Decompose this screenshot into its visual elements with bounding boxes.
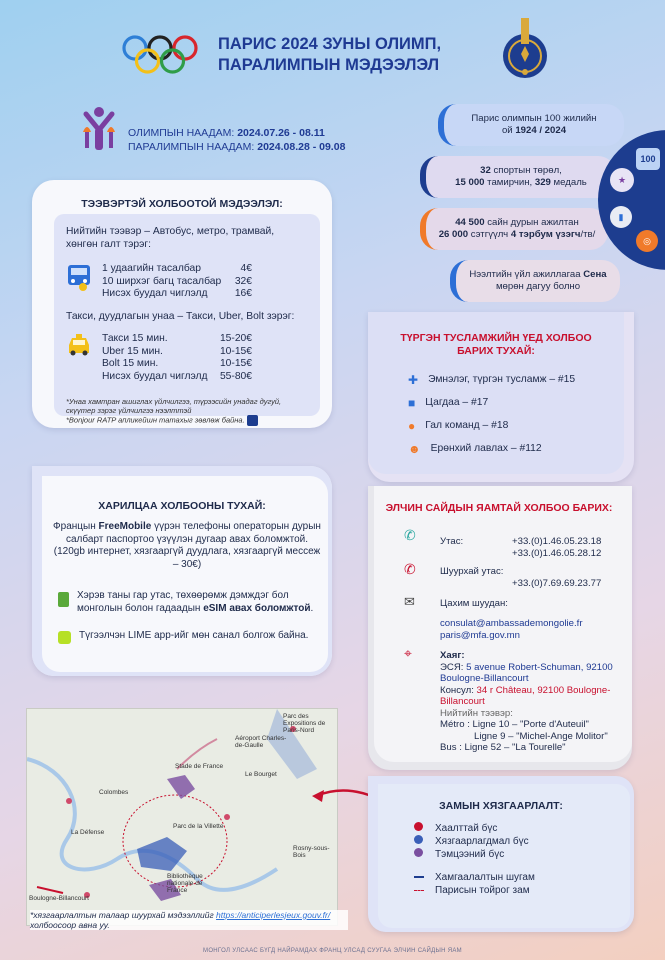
fact-centenary-line2: ой	[501, 125, 516, 136]
emergency-list	[408, 368, 618, 460]
emergency-card	[368, 312, 634, 482]
fact-journalists-count: 26 000	[438, 229, 469, 240]
paralympic-dates-value: 2024.08.28 - 09.08	[257, 141, 346, 153]
price-label: Uber 15 мин.	[102, 345, 163, 357]
legend-restricted-zone: Хязгаарлагдмал бүс	[414, 835, 614, 848]
address-details	[440, 650, 618, 754]
medal-athlete-icon: ★	[610, 168, 634, 192]
telecom-heading: ХАРИЛЦАА ХОЛБООНЫ ТУХАЙ:	[98, 500, 266, 512]
olympic-rings-logo	[122, 34, 198, 78]
fact-opening	[450, 260, 620, 302]
fact-sports	[420, 156, 616, 198]
freemobile-text: Францын FreeMobile үүрэн телефоны операторын дурын салбарт паспортоо үзүүлэн дугаар авах боломжтой.	[53, 521, 321, 545]
email-mfa[interactable]: paris@mfa.gov.mn	[440, 629, 520, 641]
fact-sports-count: 32	[480, 165, 491, 176]
emergency-item-ambulance: ✚ Эмнэлэг, түргэн тусламж – #15	[408, 372, 576, 387]
email-consulat[interactable]: consulat@ambassademongolie.fr	[440, 618, 583, 629]
title-line-2: ПАРАЛИМПЫН МЭДЭЭЛЭЛ	[218, 56, 440, 74]
telecom-card	[32, 466, 332, 676]
map-label-cdg: Aéroport Charles-de-Gaulle	[235, 735, 287, 749]
transport-inner	[54, 214, 320, 425]
transport-note-2: *Bonjour RATP апликейшн татахыг зөвлөж байна.	[66, 415, 245, 425]
public-prices	[102, 263, 252, 301]
footer-embassy: МОНГОЛ УЛСААС БҮГД НАЙРАМДАХ ФРАНЦ УЛСАД СУУГАА ЭЛЧИН САЙДЫН ЯАМ	[203, 948, 462, 954]
emergency-item-police: ■ Цагдаа – #17	[408, 395, 489, 410]
fact-medals-text: медаль	[550, 177, 587, 188]
esim-text: Хэрэв таны гар утас, төхөөрөмж дэмждэг бол монголын болон гадаадын	[77, 590, 289, 614]
closed-zone-swatch-icon	[414, 822, 423, 831]
fact-medals-count: 329	[534, 177, 551, 188]
price-label: Такси 15 мин.	[102, 333, 168, 344]
roads-legend	[414, 822, 614, 897]
bus-icon	[66, 263, 92, 291]
esim-bold: eSIM авах боломжтой	[203, 602, 311, 614]
transit-bus-52: Bus : Ligne 52 – "La Tourelle"	[440, 742, 566, 753]
centenary-badge-icon: 100	[636, 148, 660, 170]
legend-ring-road: Парисын тойрог зам	[414, 884, 614, 897]
map-label-bourget: Le Bourget	[245, 771, 277, 778]
restricted-zone-swatch-icon	[414, 835, 423, 844]
map-label-boulogne: Boulogne-Billancourt	[29, 895, 89, 902]
lime-block	[58, 630, 318, 644]
transport-card	[32, 180, 332, 428]
esya-label: ЭСЯ:	[440, 661, 467, 673]
price-label: Bolt 15 мин.	[102, 358, 159, 369]
email-list	[440, 618, 583, 641]
transport-heading: ТЭЭВЭРТЭЙ ХОЛБООТОЙ МЭДЭЭЛЭЛ:	[81, 198, 283, 210]
telecom-body	[52, 521, 322, 571]
map-label-bnf: Bibliothèque nationale de France	[167, 873, 203, 894]
price-label: Нисэх буудал чиглэлд	[102, 288, 208, 299]
envelope-icon: ✉	[404, 594, 415, 609]
map-label-expositions: Parc des Expositions de Paris-Nord	[283, 713, 326, 734]
price-value: 10-15€	[219, 358, 252, 369]
price-label: 1 удаагийн тасалбар	[102, 263, 201, 274]
fact-sports-text: спортын төрөл,	[490, 165, 562, 176]
taxi-price-row	[102, 346, 252, 359]
taxi-intro: Такси, дуудлагын унаа – Такси, Uber, Bolt зэрэг:	[66, 310, 295, 322]
map-label-villette: Parc de la Villette	[173, 823, 224, 830]
legend-closed-zone: Хаалттай бүс	[414, 822, 614, 835]
map-label-rosny: Rosny-sous-Bois	[293, 845, 330, 859]
fact-opening-line2: мөрөн дагуу болно	[495, 281, 581, 292]
price-value: 16€	[234, 288, 252, 299]
athletes-torch-icon	[76, 104, 122, 152]
esim-block: Хэрэв таны гар утас, төхөөрөмж дэмждэг бол монголын болон гадаадын eSIM авах боломжтой.	[58, 590, 318, 615]
paralympic-dates-label: ПАРАЛИМПЫН НААДАМ:	[128, 141, 258, 153]
taxi-price-row	[102, 333, 252, 346]
map-label-colombes: Colombes	[99, 789, 129, 796]
map-note-end: холбоосоор авна уу.	[30, 920, 110, 930]
sim-card-icon	[58, 592, 69, 607]
fact-volunteers	[420, 208, 608, 250]
public-price-row	[102, 263, 252, 276]
price-value: 55-80€	[219, 370, 252, 382]
urgent-label: Шуурхай утас:	[440, 566, 504, 577]
title-line-1: ПАРИС 2024 ЗУНЫ ОЛИМП,	[218, 35, 442, 53]
transit-metro-9: Ligne 9 – "Michel-Ange Molitor"	[474, 730, 608, 742]
restriction-map	[26, 708, 338, 926]
fact-centenary	[438, 104, 624, 146]
phone-number-1[interactable]: +33.(0)1.46.05.23.18	[512, 536, 602, 547]
ratp-logo-icon	[247, 415, 258, 426]
bar-chart-icon: ▮	[610, 206, 632, 228]
legend-security-line: Хамгаалалтын шугам	[414, 871, 614, 884]
games-dates	[128, 126, 345, 154]
map-label-defense: La Défense	[71, 829, 105, 836]
legend-competition-zone: Тэмцээний бүс	[414, 848, 614, 861]
urgent-number[interactable]: +33.(0)7.69.69.23.77	[512, 578, 602, 589]
public-transport-intro: Нийтийн тээвэр – Автобус, метро, трамвай, хөнгөн галт тэрэг:	[66, 226, 275, 250]
emergency-item-general: ☻ Ерөнхий лавлах – #112	[408, 441, 542, 456]
fact-viewers: 4 тэрбум үзэгч	[510, 229, 581, 240]
price-label: Нисэх буудал чиглэлд	[102, 370, 208, 382]
ambulance-icon: ✚	[408, 372, 419, 387]
fact-viewers-note: /тв/	[580, 229, 596, 240]
urgent-phone-icon: ✆	[404, 561, 416, 577]
fact-opening-text: Нээлтийн үйл ажиллагаа	[469, 269, 584, 280]
security-line-swatch	[414, 876, 424, 878]
price-value: 32€	[234, 275, 252, 287]
price-label: 10 ширхэг багц тасалбар	[102, 275, 222, 287]
public-price-row	[102, 276, 252, 289]
map-label-stade: Stade de France	[175, 763, 224, 770]
olympic-dates-label: ОЛИМПЫН НААДАМ:	[128, 127, 238, 139]
map-pin-icon: ⌖	[404, 645, 412, 661]
roads-heading: ЗАМЫН ХЯЗГААРЛАЛТ:	[439, 800, 563, 812]
embassy-card	[368, 486, 632, 770]
map-note	[30, 910, 348, 930]
taxi-prices	[102, 333, 252, 383]
taxi-price-row	[102, 358, 252, 371]
roads-card	[368, 776, 634, 932]
freemobile-plan: (120gb интернет, хязгааргүй дуудлага, хязгааргүй мессеж – 30€)	[53, 546, 321, 570]
address-label: Хаяг:	[440, 650, 465, 661]
transport-note-1: *Унаа хамтран ашиглах үйлчилгээ, түрээсийн унадаг дугуй, скүүтер зэрэг үйлчилгээ нээлттэй	[66, 397, 282, 415]
emergency-heading: ТҮРГЭН ТУСЛАМЖИЙН ҮЕД ХОЛБОО БАРИХ ТУХАЙ:	[400, 332, 592, 357]
map-note-text: *хязгаарлалтын талаар шуурхай мэдээллийг	[30, 910, 217, 920]
olympic-dates-value: 2024.07.26 - 08.11	[237, 127, 325, 139]
fire-icon: ●	[408, 418, 416, 433]
consul-label: Консул:	[440, 684, 477, 696]
taxi-price-row	[102, 371, 252, 384]
public-price-row	[102, 288, 252, 301]
taxi-icon	[66, 333, 92, 357]
fact-centenary-years: 1924 / 2024	[515, 125, 567, 136]
police-car-icon: ■	[408, 395, 416, 410]
ring-road-swatch	[414, 890, 424, 891]
price-value: 10-15€	[219, 345, 252, 357]
lime-app-icon	[58, 631, 71, 644]
phone-icon: ✆	[404, 527, 416, 543]
consul-address: 34 r Château, 92100 Boulogne-Billancourt	[440, 684, 611, 707]
phone-numbers	[512, 536, 622, 559]
emergency-item-fire: ● Гал команд – #18	[408, 418, 509, 433]
price-value: 4€	[240, 263, 252, 274]
embassy-heading: ЭЛЧИН САЙДЫН ЯАМТАЙ ХОЛБОО БАРИХ:	[385, 502, 613, 514]
price-value: 15-20€	[219, 333, 252, 344]
email-label: Цахим шуудан:	[440, 598, 508, 609]
competition-zone-swatch-icon	[414, 848, 423, 857]
emblem-small-icon: ◎	[636, 230, 658, 252]
phone-label: Утас:	[440, 536, 464, 547]
fact-volunteers-count: 44 500	[455, 217, 485, 228]
fact-athletes-count: 15 000	[455, 177, 485, 188]
transit-label: Нийтийн тээвэр:	[440, 707, 513, 719]
lime-text: Түгээлчэн LIME app-ийг мөн санал болгож байна.	[79, 630, 309, 641]
info-person-icon: ☻	[408, 441, 421, 456]
public-transport-block	[66, 263, 308, 301]
anticiper-link[interactable]: https://anticiperlesjeux.gouv.fr/	[216, 910, 331, 920]
esya-address: 5 avenue Robert-Schuman, 92100 Boulogne-Billancourt	[440, 661, 613, 684]
page-title	[218, 34, 458, 76]
fact-centenary-line1: Парис олимпын 100 жилийн	[471, 113, 597, 124]
taxi-block	[66, 333, 308, 383]
mongolia-emblem-icon	[490, 16, 560, 80]
fact-opening-river: Сена	[583, 269, 607, 280]
fact-journalists-text: сэтгүүлч	[468, 229, 511, 240]
phone-number-2[interactable]: +33.(0)1.46.05.28.12	[512, 547, 602, 559]
transport-notes	[66, 397, 308, 426]
fact-athletes-text: тамирчин,	[484, 177, 535, 188]
fact-volunteers-text: сайн дурын ажилтан	[484, 217, 579, 228]
transit-metro-10: Métro : Ligne 10 – "Porte d'Auteuil"	[440, 719, 589, 730]
